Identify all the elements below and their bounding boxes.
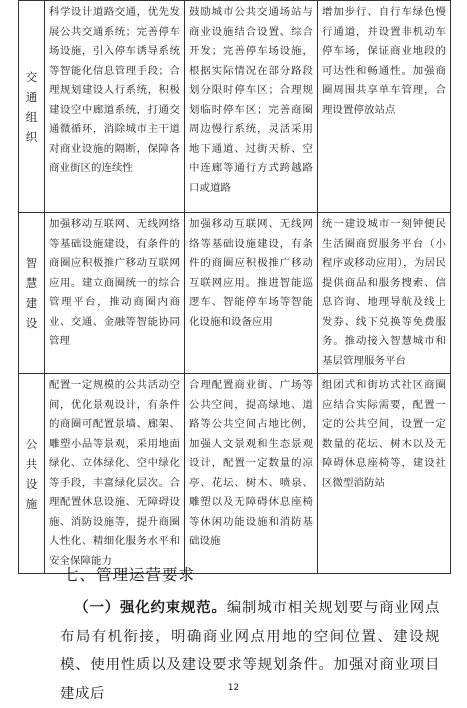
planning-requirements-table (18, 0, 451, 574)
table-cell: 组团式和街坊式社区商圈应结合实际需要，配置一定的公共空间，设置一定数量的花坛、树木以及无障碍休息座椅等，建设社区微型消防站 (318, 374, 451, 574)
paragraph-text: 编制城市相关规划要与商业网点布局有机衔接，明确商业网点用地的空间位置、建设规模、使用性质以及建设要求等规划条件。加强对商业项目建成后 (60, 600, 440, 702)
table-cell: 合理配置商业街、广场等公共空间，提高绿地、道路等公共空间占地比例，加强人文景观和生态景观设计，配置一定数量的凉亭、花坛、树木、喷泉、雕塑以及无障碍休息座椅等休闲功能设施和消防基础设施 (185, 374, 318, 574)
paragraph-lead: （一）强化约束规范。 (74, 599, 227, 616)
table-row (19, 213, 451, 374)
row-category: 公共设施 (19, 374, 45, 574)
row-category: 交通组织 (19, 1, 45, 213)
table-cell: 鼓励城市公共交通场站与商业设施结合设置、综合开发；完善停车场设施，根据实际情况在部分路段划分限时停车区；合理规划临时停车区；完善商圈周边慢行系统，灵活采用地下通道、过街天桥、空中连廊等通行方式跨越路口或道路 (185, 1, 318, 213)
table-cell: 加强移动互联网、无线网络等基础设施建设，有条件的商圈应积极推广移动互联网应用。推进智能巡逻车、智能停车场等智能化设施和设备应用 (185, 213, 318, 374)
table-cell: 统一建设城市一刻钟便民生活圈商贸服务平台（小程序或移动应用），为居民提供商品和服务搜索、信息咨询、地理导航及线上发券、线下兑换等免费服务。推动接入智慧城市和基层管理服务平台 (318, 213, 451, 374)
table-cell: 加强移动互联网、无线网络等基础设施建设，有条件的商圈应积极推广移动互联网应用。建立商圈统一的综合管理平台，推动商圈内商业、交通、金融等智能协同管理 (45, 213, 185, 374)
table-cell: 配置一定规模的公共活动空间，优化景观设计，有条件的商圈可配置景墙、廊架、雕塑小品等景观，采用地面绿化、立体绿化、空中绿化等手段，丰富绿化层次。合理配置休息设施、无障碍设施、消防设施等，提升商圈人性化、精细化服务水平和安全保障能力 (45, 374, 185, 574)
table-cell: 增加步行、自行车绿色慢行通道，并设置非机动车停车场，保证商业地段的可达性和畅通性。加强商圈周围共享单车管理，合理设置停放站点 (318, 1, 451, 213)
row-category: 智慧建设 (19, 213, 45, 374)
section-heading: 七、管理运营要求 (63, 566, 196, 584)
table-cell: 科学设计道路交通，优先发展公共交通系统；完善停车场设施，引入停车诱导系统等智能化信息管理手段；合理规划建设人行系统，积极建设空中廊道系统，打通交通微循环，消除城市主干道对商业设施的隔断，保障各商业街区的连续性 (45, 1, 185, 213)
page-number: 12 (227, 683, 240, 693)
table-row (19, 374, 451, 574)
table-row (19, 1, 451, 213)
